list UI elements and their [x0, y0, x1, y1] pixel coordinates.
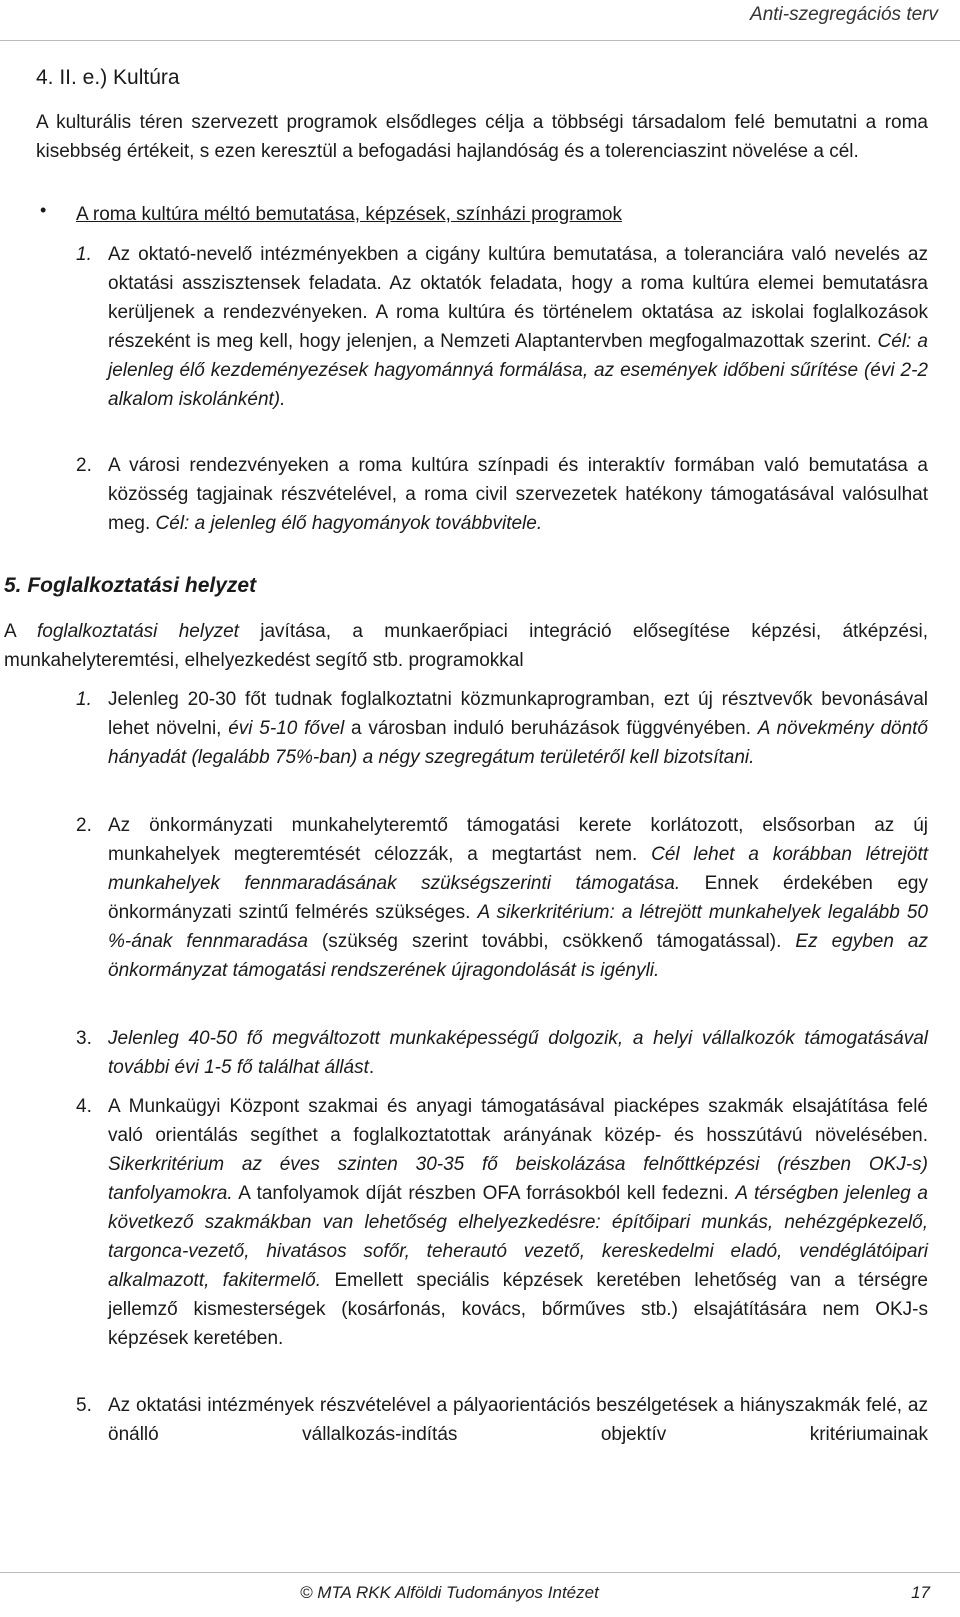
employment-item-3 [108, 1024, 928, 1082]
employment-item-5: Az oktatási intézmények részvételével a pályaorientációs beszélgetések a hiányszakmák felé, az önálló vállalkozás-indítás objektív kritériumainak [108, 1395, 928, 1445]
header-divider [0, 40, 960, 41]
culture-item-1-goal: Cél: a jelenleg élő kezdeményezések hagyománnyá formálása, az események időbeni sűrítése (évi 2-2 alkalom iskolánként). [108, 331, 928, 410]
section-title-culture: 4. II. e.) Kultúra [36, 66, 180, 89]
culture-item-2-text: A városi rendezvényeken a roma kultúra színpadi és interaktív formában való bemutatása a közösség tagjainak részvételével, a roma civil szervezetek hatékony támogatásával valósulhat meg. [108, 455, 928, 534]
employment-item-4-text: A Munkaügyi Központ szakmai és anyagi támogatásával piacképes szakmák elsajátítása felé való orientálás segíthet a foglalkoztatottak arányának közép- és hosszútávú növelésében. [108, 1096, 928, 1146]
bullet-icon: • [40, 200, 47, 220]
culture-item-1 [108, 240, 928, 414]
running-header: Anti-szegregációs terv [750, 4, 938, 25]
employment-item-2-text: Az önkormányzati munkahelyteremtő támogatási kerete korlátozott, elsősorban az új munkahelyek megteremtését célozzák, a megtartást nem. [108, 815, 928, 865]
list-number: 2. [76, 815, 92, 836]
employment-item-2-text-cont: Ennek érdekében egy önkormányzati szintű felmérés szükséges. [108, 873, 928, 923]
list-number: 2. [76, 455, 92, 476]
list-number: 5. [76, 1395, 92, 1416]
culture-item-1-text: Az oktató-nevelő intézményekben a cigány kultúra bemutatása, a toleranciára való nevelés az oktatási asszisztensek feladata. Az oktatók feladata, hogy a roma kultúra elemei bemutatásra kerüljenek a rendezvényeken. A roma kultúra és történelem oktatása az iskolai foglalkozások részeként is meg kell, hogy jelenjen, a Nemzeti Alaptantervben megfogalmazottak szerint. [108, 244, 928, 352]
employment-item-1-text: Jelenleg 20-30 főt tudnak foglalkoztatni közmunkaprogramban, ezt új résztvevők bevonásával lehet növelni, [108, 689, 928, 739]
employment-item-3-end: . [368, 1057, 375, 1078]
list-number: 4. [76, 1096, 92, 1117]
page-number: 17 [911, 1583, 930, 1602]
list-number: 3. [76, 1028, 92, 1049]
employment-item-1-text-cont: a városban induló beruházások függvényében. [344, 718, 758, 739]
employment-item-4-crafts: Emellett speciális képzések keretében lehetőség van a térségre jellemző kismesterségek (kosárfonás, kovács, bőrműves stb.) elsajátítására nem OKJ-s képzések keretében. [108, 1270, 929, 1349]
culture-item-2 [108, 451, 928, 538]
employment-item-3-text: Jelenleg 40-50 fő megváltozott munkaképességű dolgozik, a helyi vállalkozók támogatásával további évi 1-5 fő találhat állást [108, 1028, 928, 1078]
employment-item-2-goal: Cél lehet a korábban létrejött munkahelyek fennmaradásának szükségszerinti támogatása. [108, 844, 929, 894]
employment-item-1-emphasis: évi 5-10 fővel [228, 718, 345, 739]
footer-copyright: © MTA RKK Alföldi Tudományos Intézet [300, 1583, 599, 1602]
employment-item-2-conclusion: Ez egyben az önkormányzat támogatási rendszerének újragondolását is igényli. [108, 931, 929, 981]
employment-intro-paragraph [4, 617, 928, 675]
employment-intro-emphasis: foglalkoztatási helyzet [36, 621, 239, 642]
culture-bullet-heading: A roma kultúra méltó bemutatása, képzések, színházi programok [76, 204, 622, 225]
culture-intro-paragraph: A kulturális téren szervezett programok elsődleges célja a többségi társadalom felé bemutatni a roma kisebbség értékeit, s ezen keresztül a befogadási hajlandóság és a tolerenciaszint növelése a cél. [36, 112, 928, 162]
employment-intro-a: A [4, 621, 37, 642]
employment-item-2-criterion: A sikerkritérium: a létrejött munkahelyek legalább 50 %-ának fennmaradása [108, 902, 928, 952]
employment-item-4-funding: A tanfolyamok díját részben OFA forrásokból kell fedezni. [232, 1183, 736, 1204]
employment-item-4-trades: A térségben jelenleg a következő szakmákban van lehetőség elhelyezkedésre: építőipari munkás, nehézgépkezelő, targonca-vezető, hivatásos sofőr, teherautó vezető, kereskedelmi eladó, vendéglátóipari alkalmazott, fakitermelő. [108, 1183, 928, 1291]
culture-item-2-goal: Cél: a jelenleg élő hagyományok továbbvitele. [155, 513, 543, 534]
employment-item-4-criterion: Sikerkritérium az éves szinten 30-35 fő beiskolázása felnőttképzési (részben OKJ-s) tanfolyamokra. [108, 1154, 928, 1204]
footer-divider [0, 1572, 960, 1573]
list-number: 1. [76, 244, 92, 265]
employment-item-1 [108, 685, 928, 772]
employment-item-2 [108, 811, 928, 985]
employment-item-1-goal: A növekmény döntő hányadát (legalább 75%-ban) a négy szegregátum területéről kell bizotsítani. [108, 718, 928, 768]
employment-intro-c: javítása, a munkaerőpiaci integráció elősegítése képzési, átképzési, munkahelyteremtési, elhelyezkedést segítő stb. programokkal [4, 621, 928, 671]
section-title-employment: 5. Foglalkoztatási helyzet [4, 574, 257, 597]
list-number: 1. [76, 689, 92, 710]
employment-item-4 [108, 1092, 928, 1353]
employment-item-2-note: (szükség szerint további, csökkenő támogatással). [307, 931, 796, 952]
